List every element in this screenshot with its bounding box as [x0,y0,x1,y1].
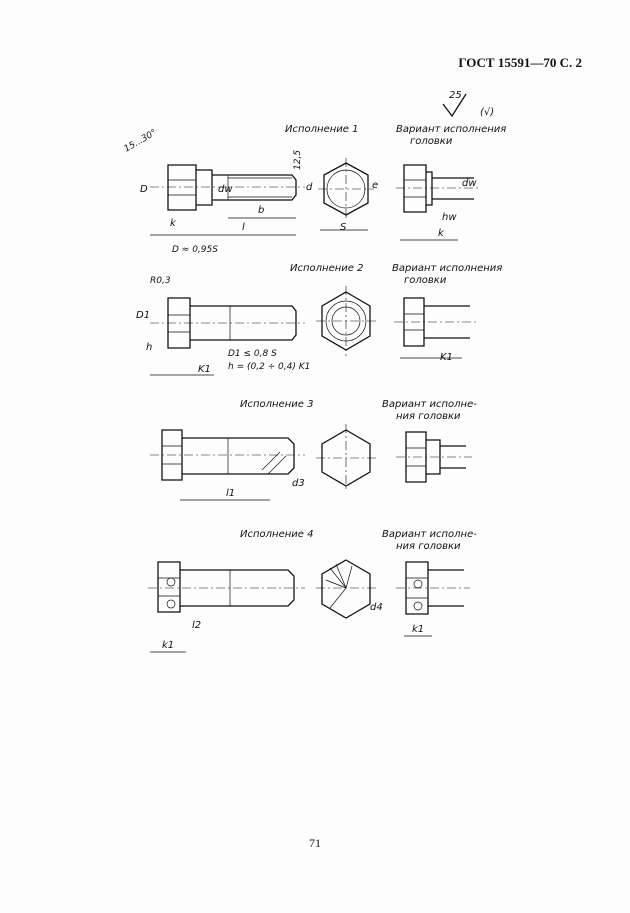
variant-2-drawing [136,263,502,375]
variant-2-title: Исполнение 2 [290,263,364,274]
v4-l2-label: l2 [192,620,202,631]
v1-dw-head-label: dw [462,178,477,189]
v2-D1-label: D1 [136,310,151,321]
variant-2-head-title-line2: головки [404,275,447,286]
roughness-symbol [443,90,494,118]
variant-1-head-title-line2: головки [410,136,453,147]
variant-3-title: Исполнение 3 [240,399,314,410]
standard-header: ГОСТ 15591—70 С. 2 [458,55,582,70]
v2-R-label: R0,3 [150,276,171,286]
variant-2-head-title-line1: Вариант исполнения [392,263,503,274]
variant-3-head-title-line2: ния головки [396,411,461,422]
variant-4-drawing [148,529,477,652]
v1-hw-label: hw [442,212,457,223]
v3-l1-label: l1 [226,488,236,499]
v1-k-head-label: k [438,228,444,239]
v2-h-label: h [146,342,153,353]
v4-k1-label: k1 [162,640,175,651]
v3-d3-label: d3 [292,478,305,489]
v1-k-label: k [170,218,176,229]
variant-4-head-title-line2: ния головки [396,541,461,552]
v2-formula1: D1 ≤ 0,8 S [228,349,277,359]
v1-r-label: 12,5 [293,149,303,170]
v4-k1-head-label: k1 [412,624,425,635]
variant-4-title: Исполнение 4 [240,529,314,540]
v1-formula: D ≈ 0,95S [172,245,218,255]
v1-angle-label: 15...30° [122,127,159,155]
variant-3-drawing [150,399,477,500]
variant-4-head-title-line1: Вариант исполне- [382,529,477,540]
v2-K1-head-label: K1 [440,352,453,363]
v2-formula2: h = (0,2 ÷ 0,4) K1 [228,362,311,372]
v1-dw-label: dw [218,184,233,195]
page-number: 71 [309,836,321,850]
v2-K1-label: K1 [198,364,211,375]
variant-1-head-title-line1: Вариант исполнения [396,124,507,135]
v1-l-label: l [242,222,245,233]
v4-d4-label: d4 [370,602,383,613]
v1-d-label: d [306,182,313,193]
v1-S-label: S [340,222,347,233]
variant-1-title: Исполнение 1 [285,124,359,135]
v1-e-label: e [372,180,379,191]
roughness-value: 25 [449,90,462,101]
v1-b-label: b [258,205,265,216]
variant-3-head-title-line1: Вариант исполне- [382,399,477,410]
variant-1-drawing [123,124,507,255]
roughness-alt: (√) [480,107,495,118]
v1-D-label: D [140,184,148,195]
